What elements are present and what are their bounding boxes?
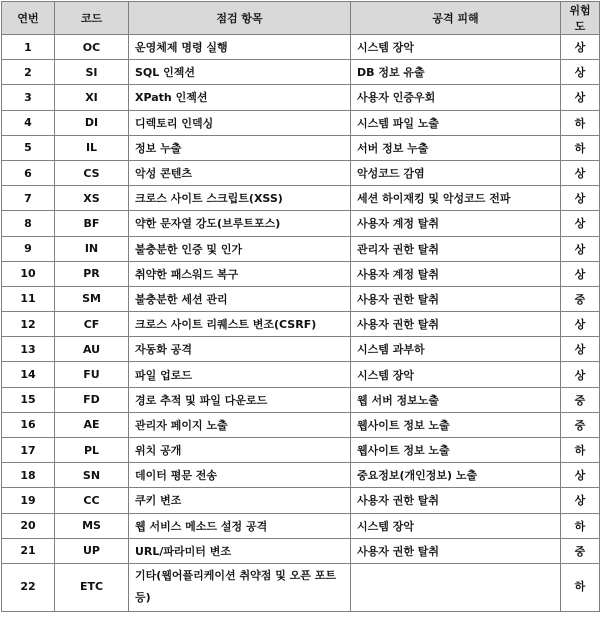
row-risk-level: 하 <box>561 513 600 538</box>
row-check-item: SQL 인젝션 <box>129 60 351 85</box>
table-body <box>2 35 600 612</box>
row-number: 9 <box>2 236 55 261</box>
row-attack-damage: 서버 정보 누출 <box>351 135 561 160</box>
row-risk-level: 상 <box>561 186 600 211</box>
row-code: AE <box>55 412 129 437</box>
table-row <box>2 438 600 463</box>
row-check-item: 쿠키 변조 <box>129 488 351 513</box>
row-number: 22 <box>2 563 55 611</box>
table-row <box>2 513 600 538</box>
row-risk-level: 상 <box>561 35 600 60</box>
table-row <box>2 387 600 412</box>
row-risk-level: 상 <box>561 211 600 236</box>
header-risk: 위험도 <box>561 2 600 35</box>
table-header-row <box>2 2 600 35</box>
table-row <box>2 312 600 337</box>
row-number: 12 <box>2 312 55 337</box>
row-attack-damage: 시스템 장악 <box>351 513 561 538</box>
row-attack-damage: 사용자 권한 탈취 <box>351 488 561 513</box>
row-number: 2 <box>2 60 55 85</box>
row-check-item: 기타(웹어플리케이션 취약점 및 오픈 포트 등) <box>129 563 351 611</box>
row-check-item: 자동화 공격 <box>129 337 351 362</box>
row-attack-damage: 웹사이트 정보 노출 <box>351 412 561 437</box>
row-attack-damage: DB 정보 유출 <box>351 60 561 85</box>
table-row <box>2 463 600 488</box>
table-row <box>2 362 600 387</box>
header-code: 코드 <box>55 2 129 35</box>
row-check-item: 웹 서비스 메소드 설정 공격 <box>129 513 351 538</box>
row-risk-level: 상 <box>561 312 600 337</box>
row-code: ETC <box>55 563 129 611</box>
row-number: 6 <box>2 160 55 185</box>
row-code: DI <box>55 110 129 135</box>
row-number: 4 <box>2 110 55 135</box>
row-risk-level: 하 <box>561 110 600 135</box>
table-row <box>2 35 600 60</box>
row-number: 3 <box>2 85 55 110</box>
row-code: BF <box>55 211 129 236</box>
table-row <box>2 135 600 160</box>
row-attack-damage: 사용자 권한 탈취 <box>351 312 561 337</box>
row-attack-damage: 악성코드 감염 <box>351 160 561 185</box>
row-number: 10 <box>2 261 55 286</box>
row-check-item: 디렉토리 인덱싱 <box>129 110 351 135</box>
row-risk-level: 상 <box>561 160 600 185</box>
row-code: PR <box>55 261 129 286</box>
row-code: XS <box>55 186 129 211</box>
row-check-item: 위치 공개 <box>129 438 351 463</box>
row-risk-level: 상 <box>561 362 600 387</box>
row-check-item: 운영체제 명령 실행 <box>129 35 351 60</box>
row-code: CF <box>55 312 129 337</box>
row-number: 5 <box>2 135 55 160</box>
row-check-item: 불충분한 세션 관리 <box>129 286 351 311</box>
table-row <box>2 337 600 362</box>
table-row <box>2 60 600 85</box>
row-risk-level: 중 <box>561 538 600 563</box>
row-risk-level: 상 <box>561 236 600 261</box>
table-row <box>2 186 600 211</box>
row-risk-level: 상 <box>561 463 600 488</box>
row-check-item: 취약한 패스워드 복구 <box>129 261 351 286</box>
row-code: OC <box>55 35 129 60</box>
row-code: FD <box>55 387 129 412</box>
row-attack-damage: 시스템 장악 <box>351 362 561 387</box>
row-number: 14 <box>2 362 55 387</box>
row-attack-damage: 중요정보(개인정보) 노출 <box>351 463 561 488</box>
table-row <box>2 286 600 311</box>
table-row <box>2 563 600 611</box>
row-risk-level: 중 <box>561 387 600 412</box>
row-code: SN <box>55 463 129 488</box>
row-number: 1 <box>2 35 55 60</box>
table-row <box>2 538 600 563</box>
row-check-item: XPath 인젝션 <box>129 85 351 110</box>
row-check-item: 경로 추적 및 파일 다운로드 <box>129 387 351 412</box>
row-attack-damage: 사용자 인증우회 <box>351 85 561 110</box>
row-number: 7 <box>2 186 55 211</box>
row-number: 8 <box>2 211 55 236</box>
row-code: MS <box>55 513 129 538</box>
row-check-item: 크로스 사이트 리퀘스트 변조(CSRF) <box>129 312 351 337</box>
row-code: CS <box>55 160 129 185</box>
header-item: 점검 항목 <box>129 2 351 35</box>
row-attack-damage: 사용자 계정 탈취 <box>351 261 561 286</box>
row-check-item: 파일 업로드 <box>129 362 351 387</box>
row-attack-damage: 시스템 장악 <box>351 35 561 60</box>
row-code: FU <box>55 362 129 387</box>
table-row <box>2 412 600 437</box>
row-code: IL <box>55 135 129 160</box>
table-row <box>2 160 600 185</box>
row-risk-level: 중 <box>561 412 600 437</box>
row-attack-damage <box>351 563 561 611</box>
row-attack-damage: 웹사이트 정보 노출 <box>351 438 561 463</box>
row-number: 13 <box>2 337 55 362</box>
table-row <box>2 488 600 513</box>
row-attack-damage: 사용자 권한 탈취 <box>351 538 561 563</box>
row-check-item: 정보 누출 <box>129 135 351 160</box>
row-risk-level: 상 <box>561 261 600 286</box>
row-attack-damage: 사용자 권한 탈취 <box>351 286 561 311</box>
row-check-item: 약한 문자열 강도(브루트포스) <box>129 211 351 236</box>
row-attack-damage: 시스템 파일 노출 <box>351 110 561 135</box>
table-row <box>2 261 600 286</box>
row-risk-level: 상 <box>561 337 600 362</box>
row-number: 19 <box>2 488 55 513</box>
row-code: XI <box>55 85 129 110</box>
row-code: SI <box>55 60 129 85</box>
row-check-item: 불충분한 인증 및 인가 <box>129 236 351 261</box>
row-check-item: 관리자 페이지 노출 <box>129 412 351 437</box>
row-attack-damage: 세션 하이재킹 및 악성코드 전파 <box>351 186 561 211</box>
row-number: 18 <box>2 463 55 488</box>
row-code: AU <box>55 337 129 362</box>
row-attack-damage: 관리자 권한 탈취 <box>351 236 561 261</box>
row-risk-level: 하 <box>561 135 600 160</box>
row-risk-level: 상 <box>561 85 600 110</box>
row-number: 16 <box>2 412 55 437</box>
row-number: 11 <box>2 286 55 311</box>
row-attack-damage: 사용자 계정 탈취 <box>351 211 561 236</box>
header-attack: 공격 피해 <box>351 2 561 35</box>
row-attack-damage: 시스템 과부하 <box>351 337 561 362</box>
row-code: CC <box>55 488 129 513</box>
row-check-item: 크로스 사이트 스크립트(XSS) <box>129 186 351 211</box>
table-row <box>2 110 600 135</box>
vulnerability-table <box>1 1 600 612</box>
row-number: 20 <box>2 513 55 538</box>
row-check-item: 데이터 평문 전송 <box>129 463 351 488</box>
row-code: SM <box>55 286 129 311</box>
row-risk-level: 상 <box>561 60 600 85</box>
row-risk-level: 상 <box>561 488 600 513</box>
row-risk-level: 중 <box>561 286 600 311</box>
header-no: 연번 <box>2 2 55 35</box>
row-risk-level: 하 <box>561 563 600 611</box>
row-check-item: URL/파라미터 변조 <box>129 538 351 563</box>
row-code: IN <box>55 236 129 261</box>
row-code: PL <box>55 438 129 463</box>
row-number: 21 <box>2 538 55 563</box>
row-risk-level: 하 <box>561 438 600 463</box>
row-check-item: 악성 콘텐츠 <box>129 160 351 185</box>
row-code: UP <box>55 538 129 563</box>
row-number: 17 <box>2 438 55 463</box>
row-attack-damage: 웹 서버 정보노출 <box>351 387 561 412</box>
table-row <box>2 211 600 236</box>
row-number: 15 <box>2 387 55 412</box>
table-row <box>2 236 600 261</box>
table-row <box>2 85 600 110</box>
